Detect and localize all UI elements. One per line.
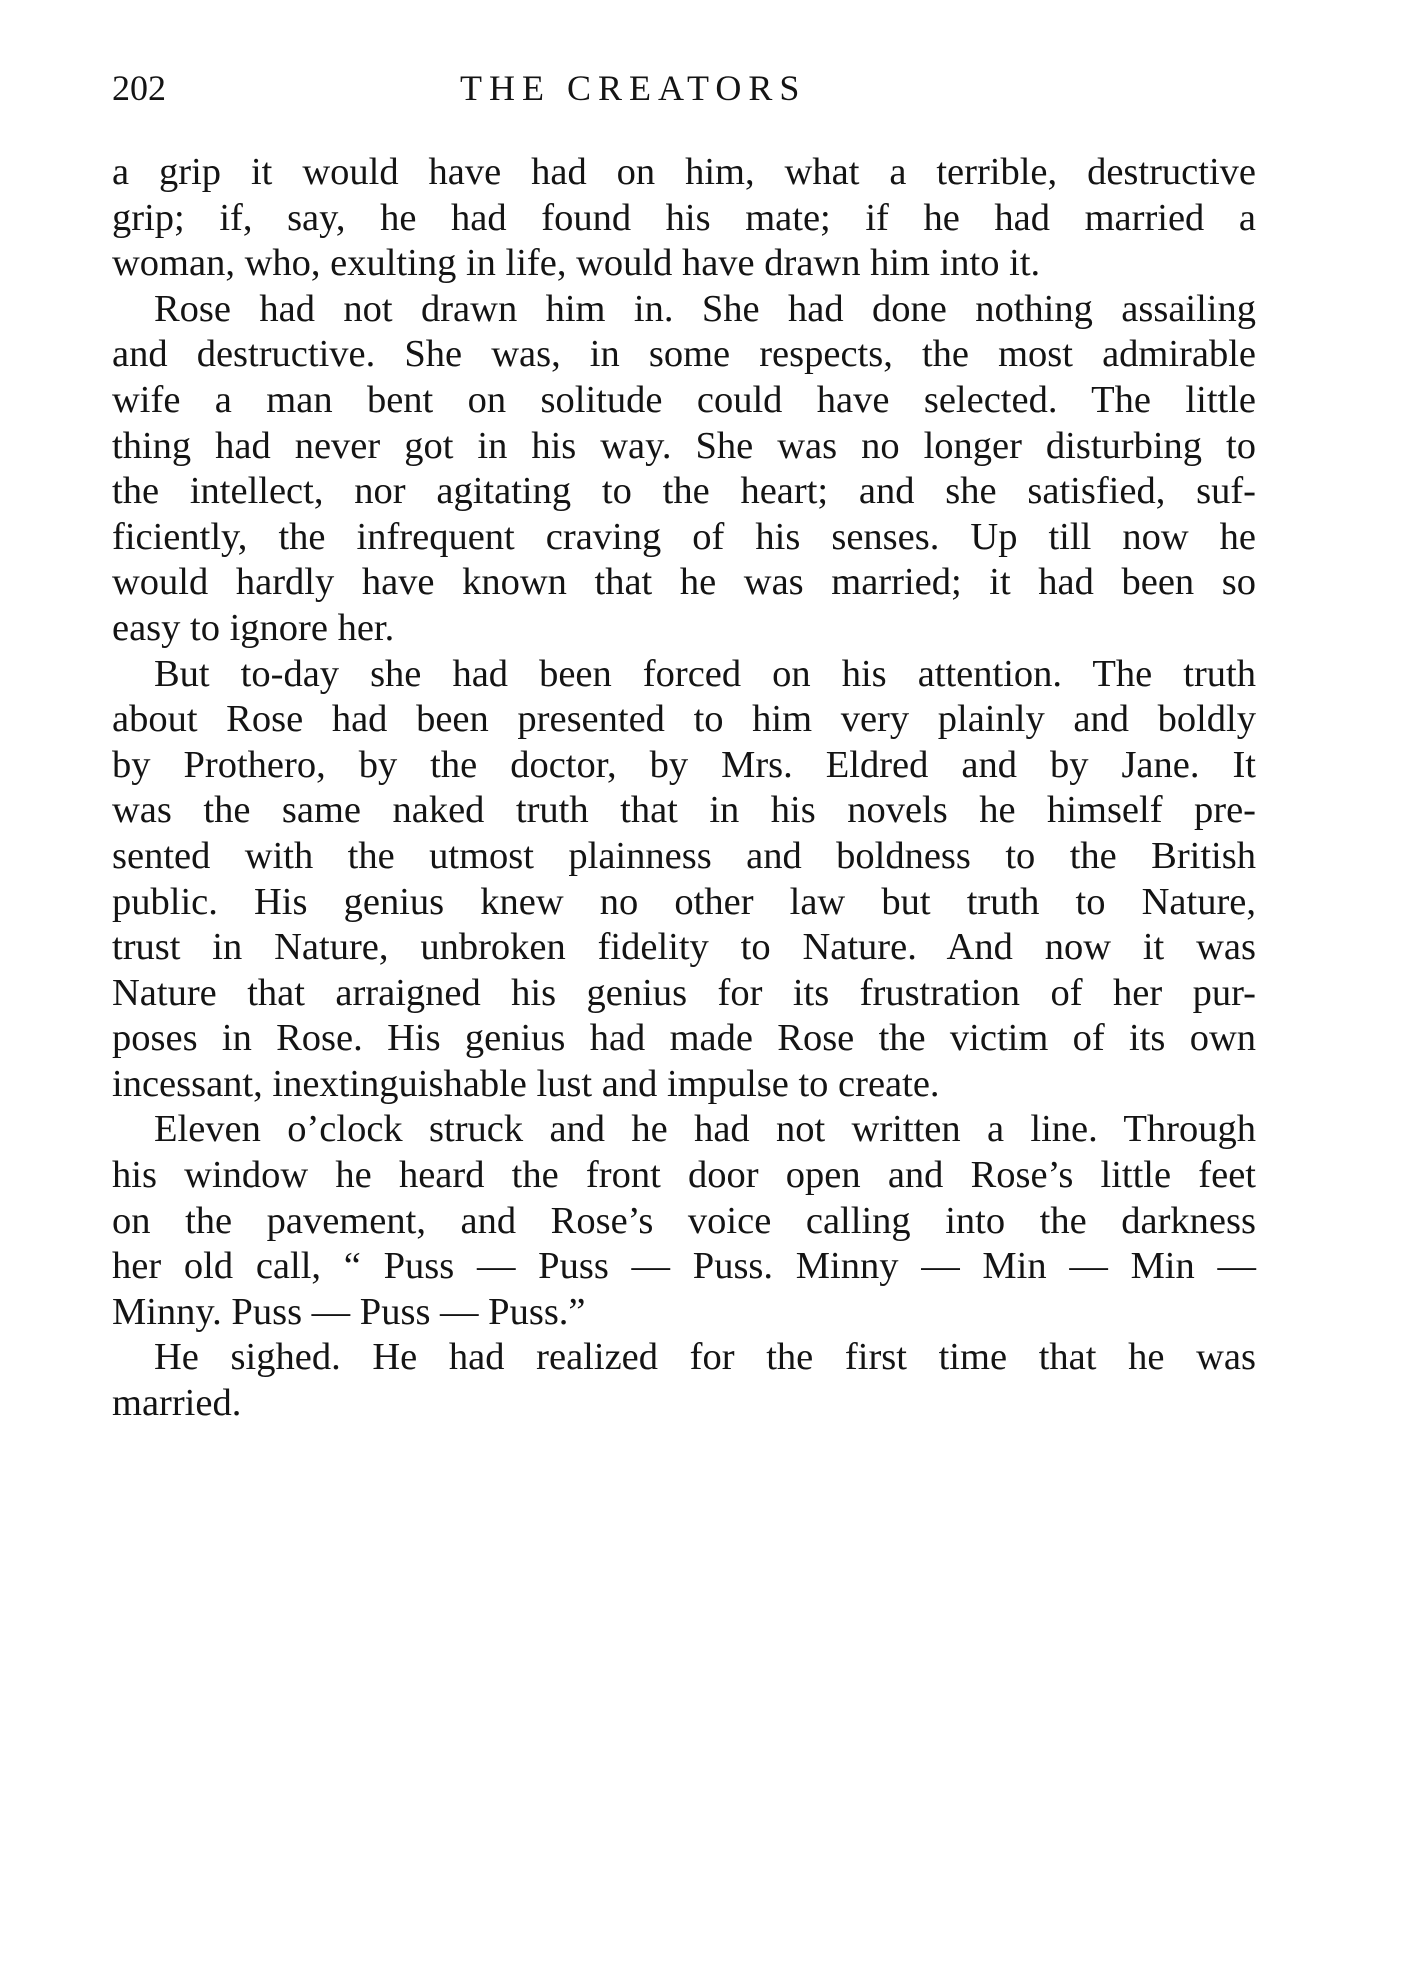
text-line: on the pavement, and Rose’s voice calling into the darkness [112, 1199, 1256, 1242]
text-line: He sighed. He had realized for the first time that he was [154, 1336, 1256, 1379]
paragraph-4 [112, 1107, 1256, 1335]
text-line: easy to ignore her. [112, 606, 395, 649]
text-line: Minny. Puss — Puss — Puss.” [112, 1290, 586, 1333]
paragraph-2 [112, 287, 1256, 652]
running-head [112, 66, 1256, 110]
text-line: was the same naked truth that in his novels he himself pre- [112, 789, 1256, 832]
text-line: woman, who, exulting in life, would have drawn him into it. [112, 242, 1041, 285]
page-number: 202 [112, 68, 166, 108]
text-line: about Rose had been presented to him very plainly and boldly [112, 698, 1256, 741]
text-line: married. [112, 1382, 242, 1425]
paragraph-5 [112, 1335, 1256, 1426]
text-line: by Prothero, by the doctor, by Mrs. Eldred and by Jane. It [112, 743, 1256, 786]
book-title: THE CREATORS [460, 68, 807, 108]
text-line: public. His genius knew no other law but truth to Nature, [112, 880, 1256, 923]
paragraph-1 [112, 150, 1256, 287]
text-line: sented with the utmost plainness and boldness to the British [112, 834, 1256, 877]
text-line: Eleven o’clock struck and he had not written a line. Through [154, 1108, 1256, 1151]
text-line: wife a man bent on solitude could have selected. The little [112, 378, 1256, 421]
text-line: the intellect, nor agitating to the heart; and she satisfied, suf- [112, 470, 1256, 513]
body-text [112, 150, 1256, 1427]
text-line: poses in Rose. His genius had made Rose the victim of its own [112, 1017, 1256, 1060]
text-line: a grip it would have had on him, what a terrible, destructive [112, 151, 1256, 193]
text-line: thing had never got in his way. She was no longer disturbing to [112, 424, 1256, 467]
text-line: and destructive. She was, in some respects, the most admirable [112, 333, 1256, 376]
text-line: ficiently, the infrequent craving of his senses. Up till now he [112, 515, 1256, 558]
text-line: incessant, inextinguishable lust and impulse to create. [112, 1062, 940, 1105]
paragraph-3 [112, 652, 1256, 1108]
text-line: Rose had not drawn him in. She had done nothing assailing [154, 287, 1256, 330]
text-line: grip; if, say, he had found his mate; if he had married a [112, 196, 1256, 239]
text-line: trust in Nature, unbroken fidelity to Nature. And now it was [112, 926, 1256, 969]
text-line: his window he heard the front door open and Rose’s little feet [112, 1154, 1256, 1197]
text-line: her old call, “ Puss — Puss — Puss. Minny — Min — Min — [112, 1245, 1256, 1288]
text-line: But to-day she had been forced on his attention. The truth [154, 652, 1256, 695]
text-line: Nature that arraigned his genius for its frustration of her pur- [112, 971, 1256, 1014]
text-line: would hardly have known that he was married; it had been so [112, 561, 1256, 604]
